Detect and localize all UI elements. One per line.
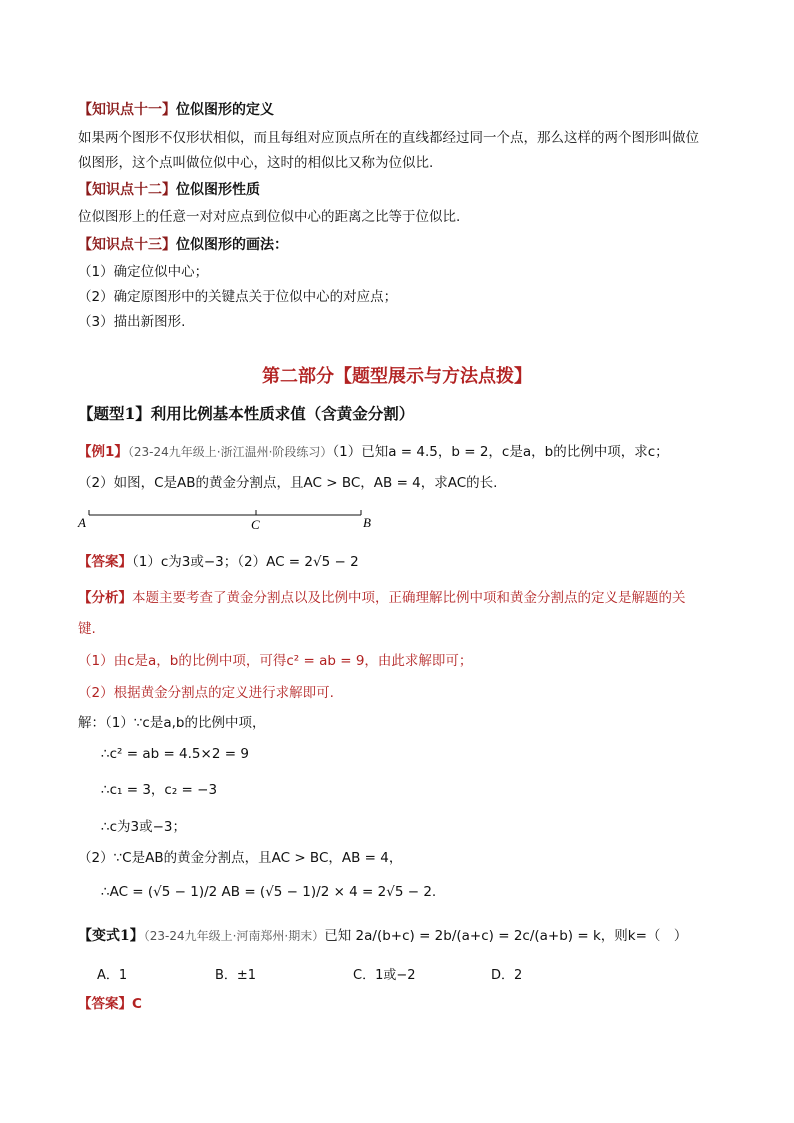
analysis-line4: （2）根据黄金分割点的定义进行求解即可. [78,685,334,701]
answer2-line [78,994,142,1014]
option-a: A．1 [97,968,128,983]
section-title: 第二部分【题型展示与方法点拨】 [262,366,532,387]
example1-source: （23-24九年级上·浙江温州·阶段练习） [127,445,333,459]
answer1-tag: 【答案】 [78,554,132,570]
solution-line2: ∴c² = ab = 4.5×2 = 9 [101,746,249,762]
solution-line6: ∴AC = (√5 − 1)/2 AB = (√5 − 1)/2 × 4 = 2√5 − 2. [101,884,437,900]
kp13-step1: （1）确定位似中心； [78,264,209,280]
variant1-question: 已知 2a/(b+c) = 2b/(a+c) = 2c/(a+b) = k，则k=（ ） [324,928,688,944]
kp12-title: 位似图形性质 [176,182,260,198]
analysis-line2: 键. [78,621,96,637]
kp11-body-line2: 似图形，这个点叫做位似中心，这时的相似比又称为位似比. [78,155,434,171]
kp12-body: 位似图形上的任意一对对应点到位似中心的距离之比等于位似比. [78,209,461,225]
example1-line1 [78,442,669,462]
solution-line3: ∴c₁ = 3，c₂ = −3 [101,782,218,798]
analysis-line3: （1）由c是a，b的比例中项，可得c² = ab = 9，由此求解即可； [78,653,473,669]
segment-figure [76,505,386,533]
example1-q2: （2）如图，C是AB的黄金分割点，且AC > BC，AB = 4，求AC的长. [78,475,498,491]
kp13-heading [78,235,288,255]
example1-tag: 【例1】 [78,444,128,460]
variant1-line [78,926,687,946]
answer1-line [78,552,359,572]
kp11-tag: 【知识点十一】 [78,102,176,118]
kp12-tag: 【知识点十二】 [78,182,176,198]
option-d: D．2 [491,968,523,983]
analysis-tag: 【分析】 [78,590,132,606]
example1-q1: （1）已知a = 4.5，b = 2，c是a，b的比例中项，求c； [332,444,669,460]
solution-line1: 解：（1）∵c是a,b的比例中项， [78,715,266,731]
analysis-line1 [78,588,686,608]
solution-line4: ∴c为3或−3； [101,819,187,835]
kp13-step2: （2）确定原图形中的关键点关于位似中心的对应点； [78,289,398,305]
kp13-step3: （3）描出新图形. [78,314,186,330]
kp11-title: 位似图形的定义 [176,102,274,118]
kp13-tag: 【知识点十三】 [78,237,176,253]
variant1-tag: 【变式1】 [78,928,144,944]
option-c: C．1或−2 [353,968,416,983]
analysis-text1: 本题主要考查了黄金分割点以及比例中项，正确理解比例中项和黄金分割点的定义是解题的关 [132,590,686,606]
kp13-title: 位似图形的画法： [176,237,288,253]
option-b: B．±1 [215,968,257,983]
kp11-heading [78,100,274,120]
point-a-label: A [78,515,86,530]
variant1-source: （23-24九年级上·河南郑州·期末） [143,929,325,943]
answer1-text: （1）c为3或−3；（2）AC = 2√5 − 2 [132,554,359,570]
answer2-value: C [132,996,142,1012]
answer2-tag: 【答案】 [78,996,132,1012]
solution-line5: （2）∵C是AB的黄金分割点，且AC > BC，AB = 4， [78,850,403,866]
kp12-heading [78,180,260,200]
type1-title: 【题型1】利用比例基本性质求值（含黄金分割） [78,404,415,423]
point-b-label: B [363,515,371,530]
kp11-body-line1: 如果两个图形不仅形状相似，而且每组对应顶点所在的直线都经过同一个点，那么这样的两个图形叫做位 [78,130,699,146]
point-c-label: C [251,517,260,532]
